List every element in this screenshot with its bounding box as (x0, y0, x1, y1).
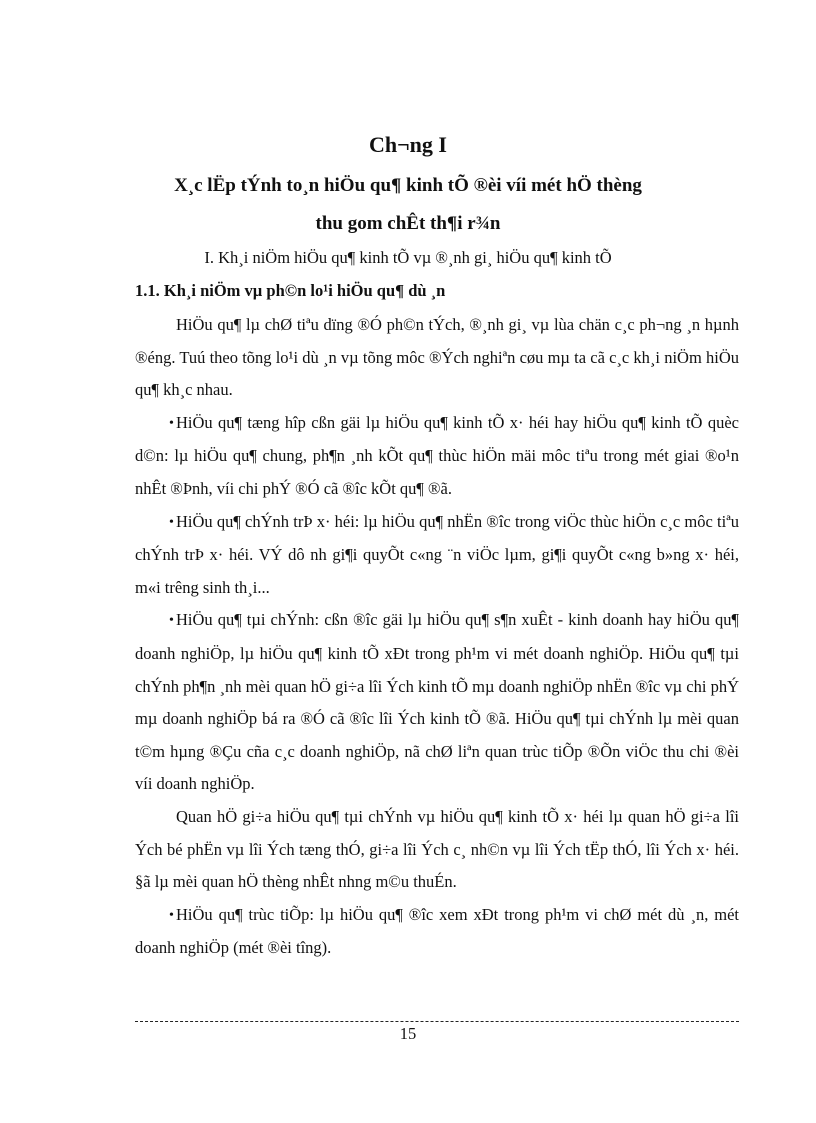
bullet-icon: • (169, 613, 174, 629)
bullet-item (135, 899, 739, 965)
chapter-heading-line-1: X¸c lËp tÝnh to¸n hiÖu qu¶ kinh tÕ ®èi víi mét hÖ thèng (174, 175, 642, 196)
bullet-text: HiÖu qu¶ chÝnh trÞ x· héi: lµ hiÖu qu¶ nhËn ®îc trong viÖc thùc hiÖn c¸c môc tiªu chÝnh trÞ x· héi. VÝ dô nh gi¶i quyÕt c«ng ¨n viÖc lµm, gi¶i quyÕt c«ng b»ng x· héi, m«i trêng sinh th¸i... (135, 511, 739, 597)
bullet-icon: • (169, 514, 174, 530)
body-text (135, 309, 739, 965)
bullet-text: HiÖu qu¶ tµi chÝnh: cßn ®îc gäi lµ hiÖu qu¶ s¶n xuÊt - kinh doanh hay hiÖu qu¶ doanh nghiÖp, lµ hiÖu qu¶ kinh tÕ xÐt trong ph¹m vi mét doanh nghiÖp. HiÖu qu¶ tµi chÝnh ph¶n ¸nh mèi quan hÖ gi÷a lîi Ých kinh tÕ mµ doanh nghiÖp nhËn ®îc vµ chi phÝ mµ doanh nghiÖp bá ra ®Ó cã ®îc lîi Ých kinh tÕ ®ã. HiÖu qu¶ tµi chÝnh lµ mèi quan t©m hµng ®Çu cña c¸c doanh nghiÖp, nã chØ liªn quan trùc tiÕp ®Õn viÖc thu chi ®èi víi doanh nghiÖp. (135, 610, 739, 794)
subsection-title: 1.1. Kh¸i niÖm vµ ph©n lo¹i hiÖu qu¶ dù ¸n (135, 281, 446, 300)
bullet-text: HiÖu qu¶ tæng hîp cßn gäi lµ hiÖu qu¶ kinh tÕ x· héi hay hiÖu qu¶ kinh tÕ quèc d©n: lµ hiÖu qu¶ chung, ph¶n ¸nh kÕt qu¶ thùc hiÖn mäi môc tiªu trong mét giai ®o¹n nhÊt ®Þnh, víi chi phÝ ®Ó cã ®îc kÕt qu¶ ®ã. (135, 412, 739, 498)
page-number: 15 (399, 1024, 417, 1043)
bullet-item (135, 506, 739, 605)
paragraph-intro: HiÖu qu¶ lµ chØ tiªu dïng ®Ó ph©n tÝch, ®¸nh gi¸ vµ lùa chän c¸c ph¬ng ¸n hµnh ®éng. Tuú theo tõng lo¹i dù ¸n vµ tõng môc ®Ých nghiªn cøu mµ ta cã c¸c kh¸i niÖm hiÖu qu¶ kh¸c nhau. (135, 315, 739, 400)
footer-divider (135, 1021, 739, 1022)
bullet-item (135, 604, 739, 801)
paragraph-relation: Quan hÖ gi÷a hiÖu qu¶ tµi chÝnh vµ hiÖu qu¶ kinh tÕ x· héi lµ quan hÖ gi÷a lîi Ých bé phËn vµ lîi Ých tæng thÓ, gi÷a lîi Ých c¸ nh©n vµ lîi Ých tËp thÓ, lîi Ých x· héi. §ã lµ mèi quan hÖ thèng nhÊt nhng m©u thuÉn. (135, 806, 739, 892)
bullet-item (135, 407, 739, 506)
chapter-title: Ch¬ng I (369, 132, 447, 157)
bullet-text: HiÖu qu¶ trùc tiÕp: lµ hiÖu qu¶ ®îc xem xÐt trong ph¹m vi chØ mét dù ¸n, mét doanh nghiÖp (mét ®èi tîng). (135, 904, 739, 958)
bullet-icon: • (169, 907, 174, 923)
chapter-heading-line-2: thu gom chÊt th¶i r¾n (315, 213, 501, 234)
bullet-icon: • (169, 415, 174, 431)
section-title: I. Kh¸i niÖm hiÖu qu¶ kinh tÕ vµ ®¸nh gi¸ hiÖu qu¶ kinh tÕ (204, 248, 612, 267)
